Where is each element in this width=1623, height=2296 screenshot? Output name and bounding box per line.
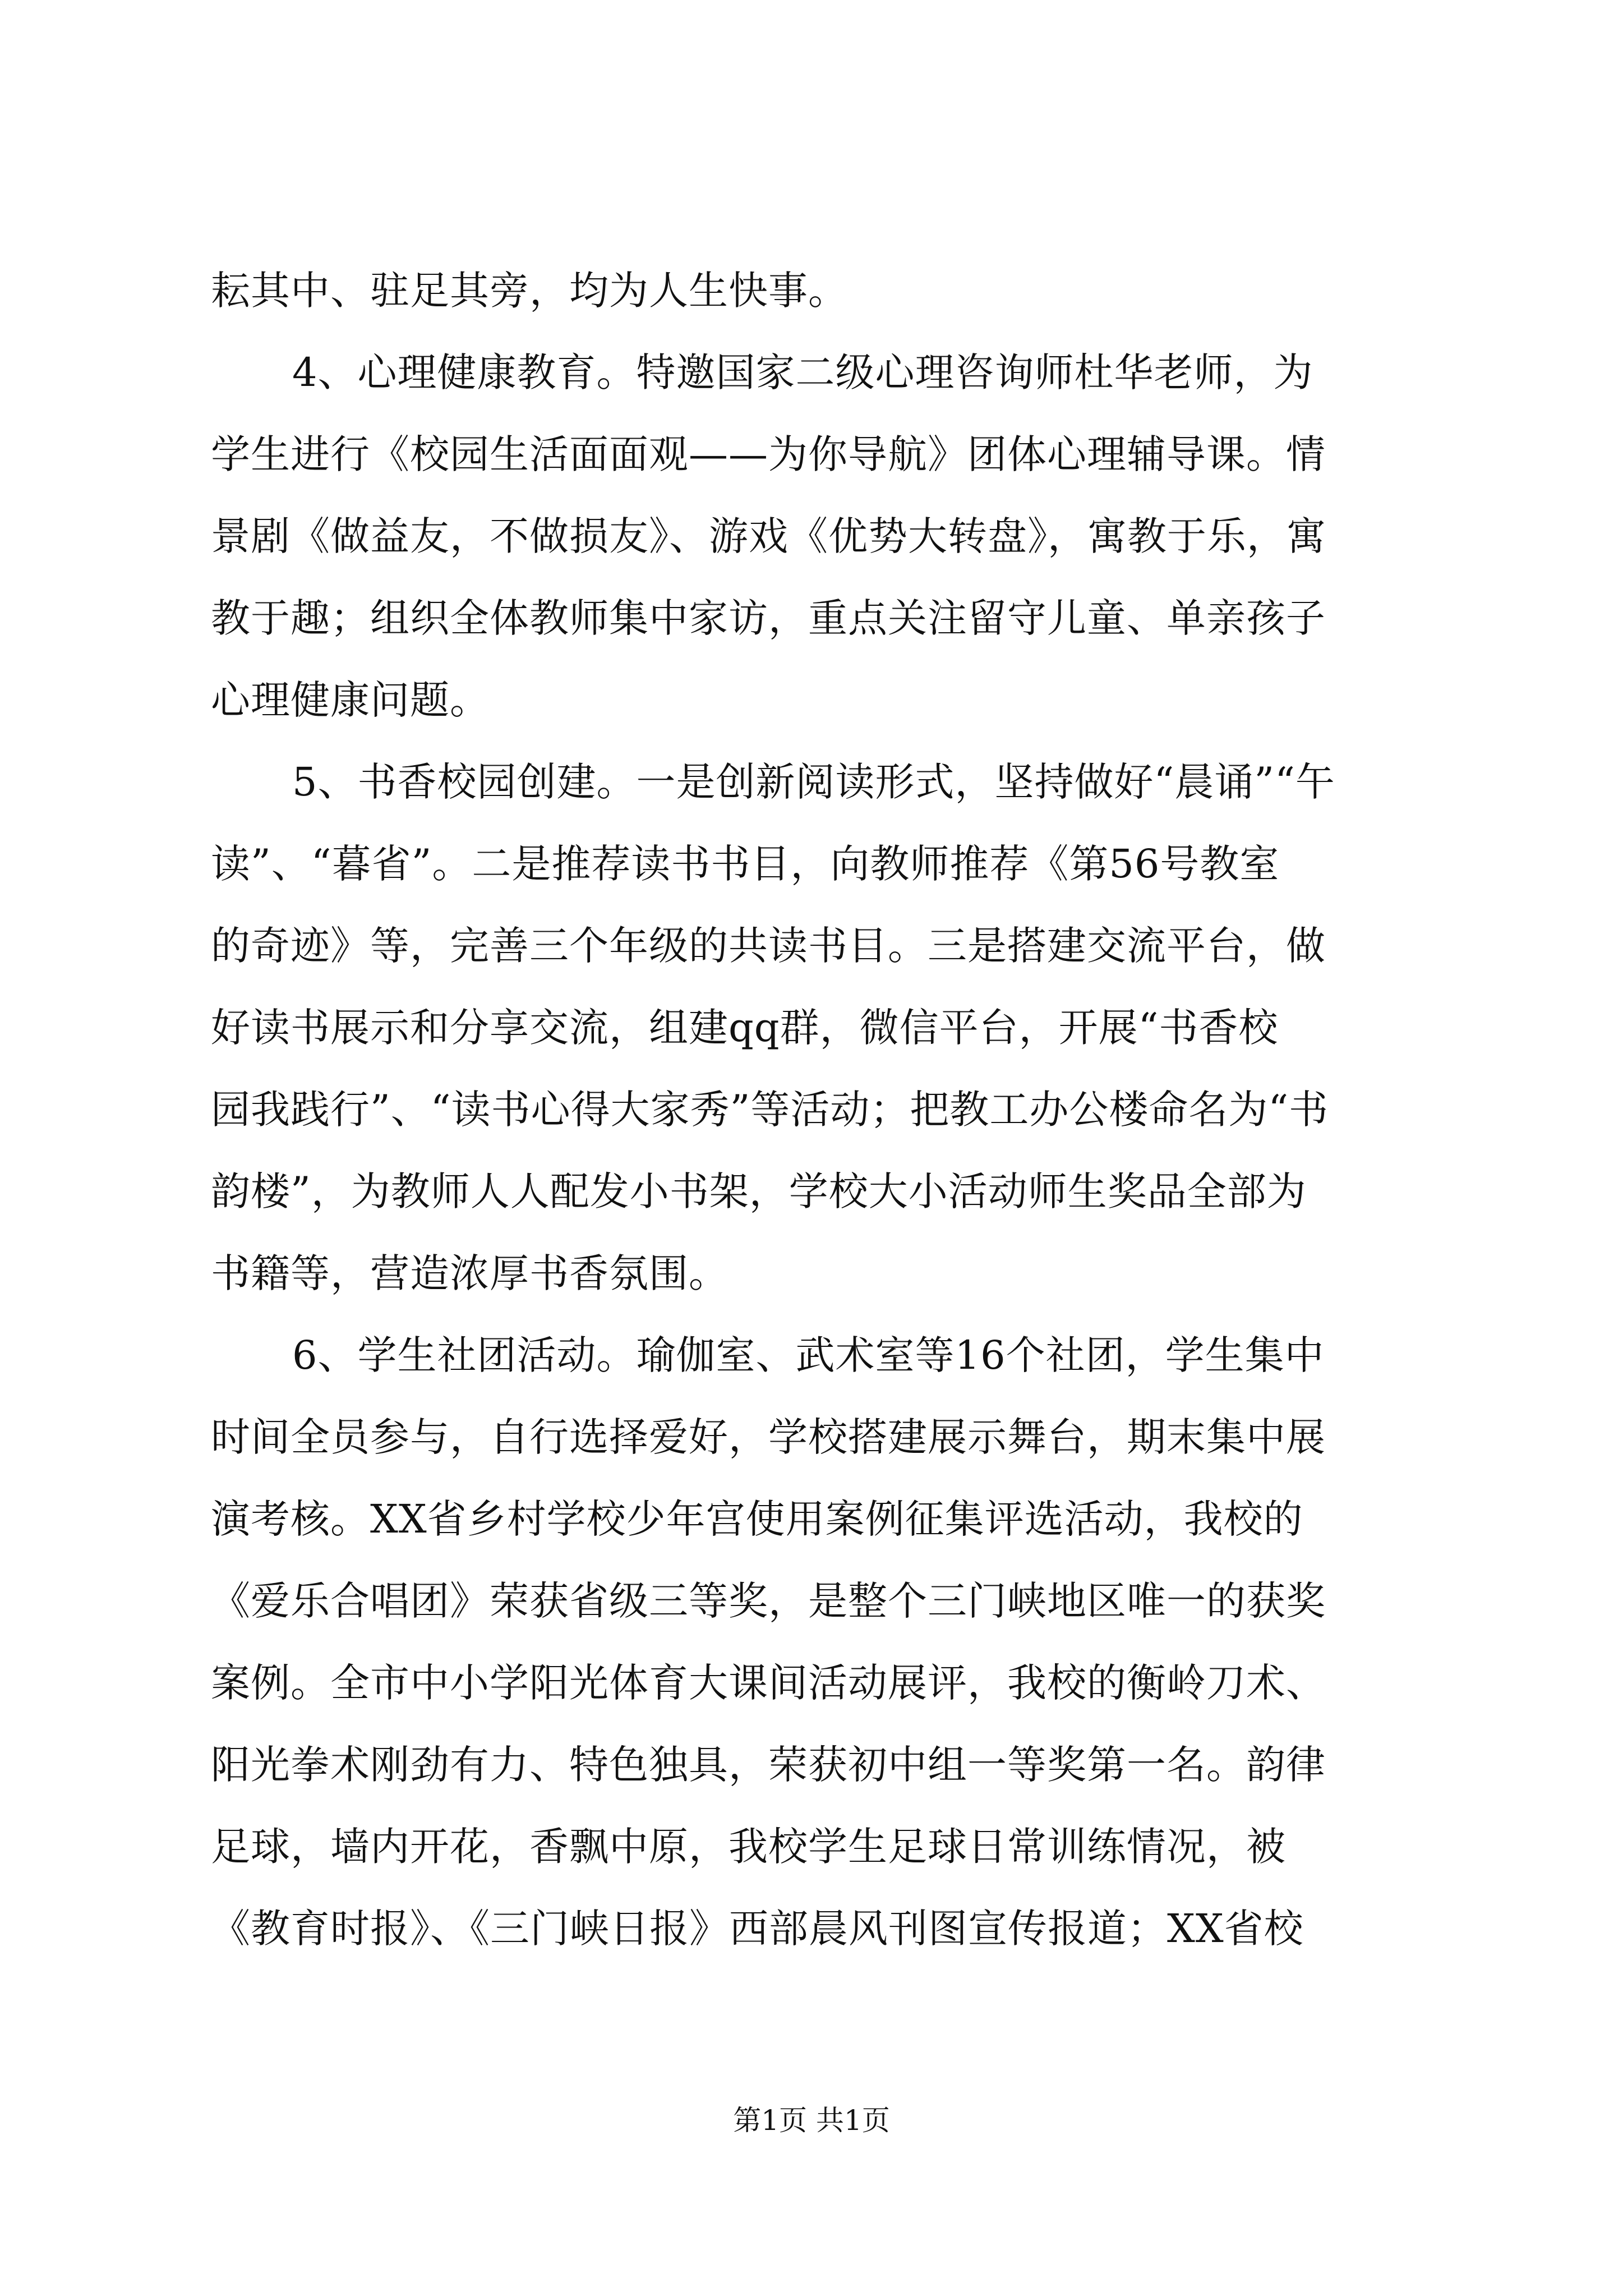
paragraph-4-heading-line: 4、心理健康教育。特邀国家二级心理咨询师杜华老师，为 — [292, 349, 1313, 395]
text-line: 读”、“暮省”。二是推荐读书书目，向教师推荐《第56号教室 — [211, 841, 1280, 887]
text-line: 学生进行《校园生活面面观——为你导航》团体心理辅导课。情 — [211, 431, 1326, 477]
text-line: 园我践行”、“读书心得大家秀”等活动；把教工办公楼命名为“书 — [211, 1087, 1329, 1133]
text-line: 韵楼”，为教师人人配发小书架，学校大小活动师生奖品全部为 — [211, 1168, 1307, 1214]
text-line: 《教育时报》、《三门峡日报》西部晨风刊图宣传报道；XX省校 — [211, 1906, 1304, 1952]
text-line: 的奇迹》等，完善三个年级的共读书目。三是搭建交流平台，做 — [211, 923, 1326, 969]
paragraph-6-heading-line: 6、学生社团活动。瑜伽室、武术室等16个社团，学生集中 — [292, 1332, 1325, 1378]
text-line: 心理健康问题。 — [211, 677, 490, 723]
text-line: 演考核。XX省乡村学校少年宫使用案例征集评选活动，我校的 — [211, 1496, 1303, 1542]
text-line: 书籍等，营造浓厚书香氛围。 — [211, 1250, 728, 1296]
text-line: 耘其中、驻足其旁，均为人生快事。 — [211, 268, 848, 314]
text-line: 足球，墙内开花，香飘中原，我校学生足球日常训练情况，被 — [211, 1824, 1286, 1870]
text-line: 教于趣；组织全体教师集中家访，重点关注留守儿童、单亲孩子 — [211, 595, 1326, 641]
page-footer: 第1页 共1页 — [733, 2104, 890, 2137]
text-line: 阳光拳术刚劲有力、特色独具，荣获初中组一等奖第一名。韵律 — [211, 1742, 1326, 1788]
text-line: 案例。全市中小学阳光体育大课间活动展评，我校的衡岭刀术、 — [211, 1660, 1326, 1706]
paragraph-5-heading-line: 5、书香校园创建。一是创新阅读形式，坚持做好“晨诵”“午 — [292, 759, 1335, 805]
document-body — [211, 250, 1411, 1970]
text-line: 景剧《做益友，不做损友》、游戏《优势大转盘》，寓教于乐，寓 — [211, 513, 1326, 559]
text-line: 好读书展示和分享交流，组建qq群，微信平台，开展“书香校 — [211, 1005, 1279, 1051]
text-line: 《爱乐合唱团》荣获省级三等奖，是整个三门峡地区唯一的获奖 — [211, 1578, 1326, 1624]
text-line: 时间全员参与，自行选择爱好，学校搭建展示舞台，期末集中展 — [211, 1414, 1326, 1460]
